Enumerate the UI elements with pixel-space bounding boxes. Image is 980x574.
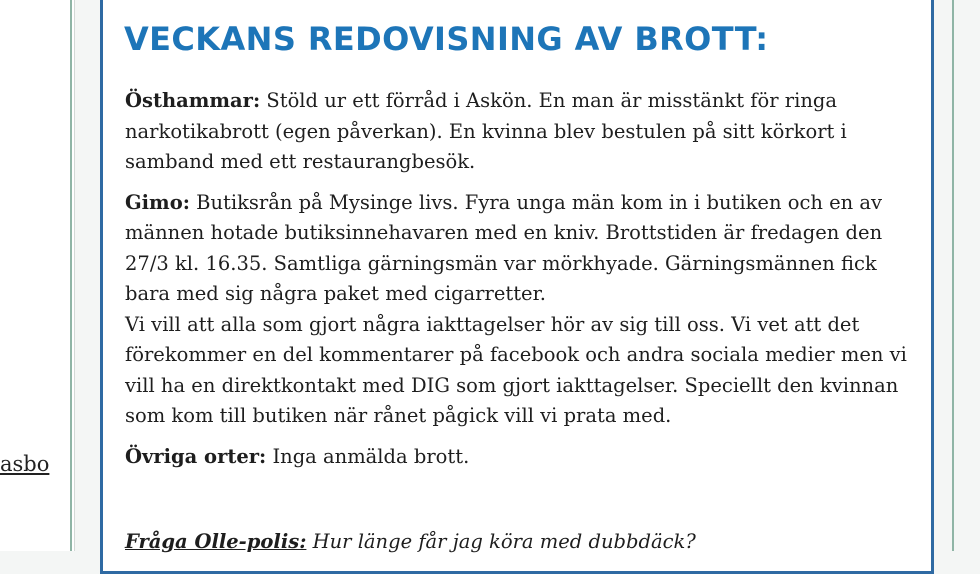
section-place: Östhammar:	[125, 89, 261, 112]
question-line	[125, 530, 696, 553]
column-rule-left	[70, 0, 72, 551]
section-osthammar	[125, 86, 915, 178]
section-place: Övriga orter:	[125, 444, 267, 468]
section-text: Butiksrån på Mysinge livs. Fyra unga män kom in i butiken och en av männen hotade butiksinnehavaren med en kniv. Brottstiden är fredagen den 27/3 kl. 16.35. Samtliga gärningsmän var mörkhyade. Gärningsmännen fick bara med sig några paket med cigarretter.	[125, 190, 883, 305]
section-ovriga	[125, 442, 915, 473]
column-rule-right	[952, 0, 954, 551]
question-label: Fråga Olle-polis:	[125, 530, 307, 553]
question-text: Hur länge får jag köra med dubbdäck?	[312, 530, 696, 553]
article-body	[125, 86, 915, 482]
section-text: Vi vill att alla som gjort några iakttagelser hör av sig till oss. Vi vet att det förekommer en del kommentarer på facebook och andra sociala medier men vi vill ha en direktkontakt med DIG som gjort iakttagelser. Speciellt den kvinnan som kom till butiken när rånet pågick vill vi prata med.	[125, 312, 907, 427]
section-gimo-appeal	[125, 310, 915, 432]
article-headline: VECKANS REDOVISNING AV BROTT:	[124, 20, 769, 58]
section-gimo	[125, 188, 915, 310]
left-page-link-fragment[interactable]: asbo	[0, 452, 50, 476]
section-text: Inga anmälda brott.	[272, 444, 470, 468]
section-text: Stöld ur ett förråd i Askön. En man är misstänkt för ringa narkotikabrott (egen påverkan). En kvinna blev bestulen på sitt körkort i samband med ett restaurangbesök.	[125, 89, 847, 173]
section-place: Gimo:	[125, 190, 190, 214]
